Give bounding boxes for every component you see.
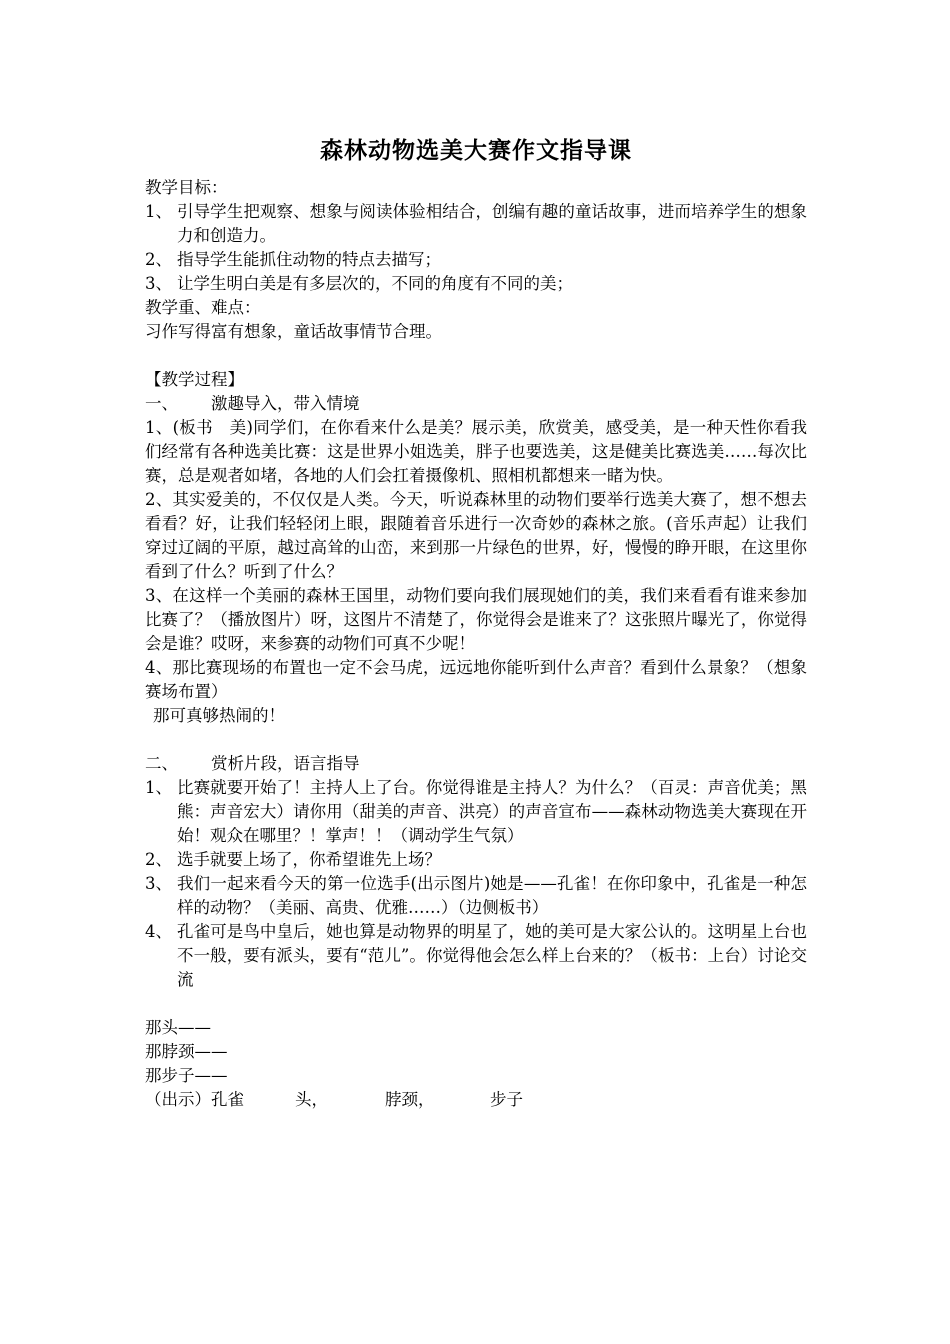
objective-item bbox=[145, 248, 807, 272]
spacer bbox=[145, 344, 807, 368]
spacer bbox=[145, 992, 807, 1016]
keypoints-heading: 教学重、难点： bbox=[145, 298, 261, 317]
section2-item bbox=[145, 776, 807, 848]
page-title: 森林动物选美大赛作文指导课 bbox=[320, 138, 632, 164]
item-number: 3、 bbox=[145, 874, 172, 893]
objective-number: 3、 bbox=[145, 274, 172, 293]
document-body bbox=[145, 134, 807, 1112]
section-heading bbox=[145, 752, 807, 776]
objective-text: 指导学生能抓住动物的特点去描写； bbox=[177, 250, 441, 269]
section1-paragraph: 2、其实爱美的，不仅仅是人类。今天，听说森林里的动物们要举行选美大赛了，想不想去看看？好，让我们轻轻闭上眼，跟随着音乐进行一次奇妙的森林之旅。(音乐声起）让我们穿过辽阔的平原，越过高耸的山峦，来到那一片绿色的世界，好，慢慢的睁开眼，在这里你看到了什么？听到了什么？ bbox=[145, 490, 807, 581]
section2-item bbox=[145, 848, 807, 872]
section-number: 一、 bbox=[145, 394, 178, 413]
item-text: 比赛就要开始了！主持人上了台。你觉得谁是主持人？为什么？（百灵：声音优美；黑熊：声音宏大）请你用（甜美的声音、洪亮）的声音宣布——森林动物选美大赛现在开始！观众在哪里？！掌声！！（调动学生气氛） bbox=[177, 778, 807, 845]
section1-closing: 那可真够热闹的！ bbox=[153, 706, 285, 725]
objective-item bbox=[145, 200, 807, 248]
section2-item bbox=[145, 920, 807, 992]
keypoints-text: 习作写得富有想象，童话故事情节合理。 bbox=[145, 322, 442, 341]
item-text: 孔雀可是鸟中皇后，她也算是动物界的明星了，她的美可是大家公认的。这明星上台也不一般，要有派头，要有“范儿”。你觉得他会怎么样上台来的？（板书：上台）讨论交流 bbox=[177, 922, 807, 989]
prompt-line: 那脖颈—— bbox=[145, 1042, 228, 1061]
section-number: 二、 bbox=[145, 754, 178, 773]
item-number: 4、 bbox=[145, 922, 172, 941]
item-number: 1、 bbox=[145, 778, 172, 797]
section1-paragraph: 3、在这样一个美丽的森林王国里，动物们要向我们展现她们的美，我们来看看有谁来参加比赛了？（播放图片）呀，这图片不清楚了，你觉得会是谁来了？这张照片曝光了，你觉得会是谁？哎呀，来参赛的动物们可真不少呢！ bbox=[145, 586, 807, 653]
process-heading: 【教学过程】 bbox=[145, 370, 244, 389]
show-line bbox=[145, 1088, 807, 1112]
item-text: 选手就要上场了，你希望谁先上场？ bbox=[177, 850, 441, 869]
objective-text: 引导学生把观察、想象与阅读体验相结合，创编有趣的童话故事，进而培养学生的想象力和创造力。 bbox=[177, 202, 807, 245]
section1-paragraph: 1、(板书 美)同学们，在你看来什么是美？展示美，欣赏美，感受美，是一种天性你看我们经常有各种选美比赛：这是世界小姐选美，胖子也要选美，这是健美比赛选美……每次比赛，总是观者如堵，各地的人们会扛着摄像机、照相机都想来一睹为快。 bbox=[145, 418, 807, 485]
show-part: 步子 bbox=[490, 1090, 523, 1109]
objective-item bbox=[145, 272, 807, 296]
spacer bbox=[145, 728, 807, 752]
objectives-heading: 教学目标： bbox=[145, 178, 228, 197]
section-heading bbox=[145, 392, 807, 416]
objective-number: 1、 bbox=[145, 202, 172, 221]
show-part: 头， bbox=[295, 1090, 328, 1109]
objective-text: 让学生明白美是有多层次的，不同的角度有不同的美； bbox=[177, 274, 573, 293]
prompt-line: 那头—— bbox=[145, 1018, 211, 1037]
show-part: 脖颈， bbox=[385, 1090, 435, 1109]
section1-paragraph: 4、那比赛现场的布置也一定不会马虎，远远地你能听到什么声音？看到什么景象？（想象赛场布置） bbox=[145, 658, 807, 701]
objective-number: 2、 bbox=[145, 250, 172, 269]
show-prefix: （出示）孔雀 bbox=[145, 1090, 244, 1109]
prompt-line: 那步子—— bbox=[145, 1066, 228, 1085]
section-title: 赏析片段，语言指导 bbox=[211, 754, 360, 773]
item-text: 我们一起来看今天的第一位选手(出示图片)她是——孔雀！在你印象中，孔雀是一种怎样的动物？（美丽、高贵、优雅……）（边侧板书） bbox=[177, 874, 807, 917]
section-title: 激趣导入，带入情境 bbox=[211, 394, 360, 413]
section2-item bbox=[145, 872, 807, 920]
item-number: 2、 bbox=[145, 850, 172, 869]
